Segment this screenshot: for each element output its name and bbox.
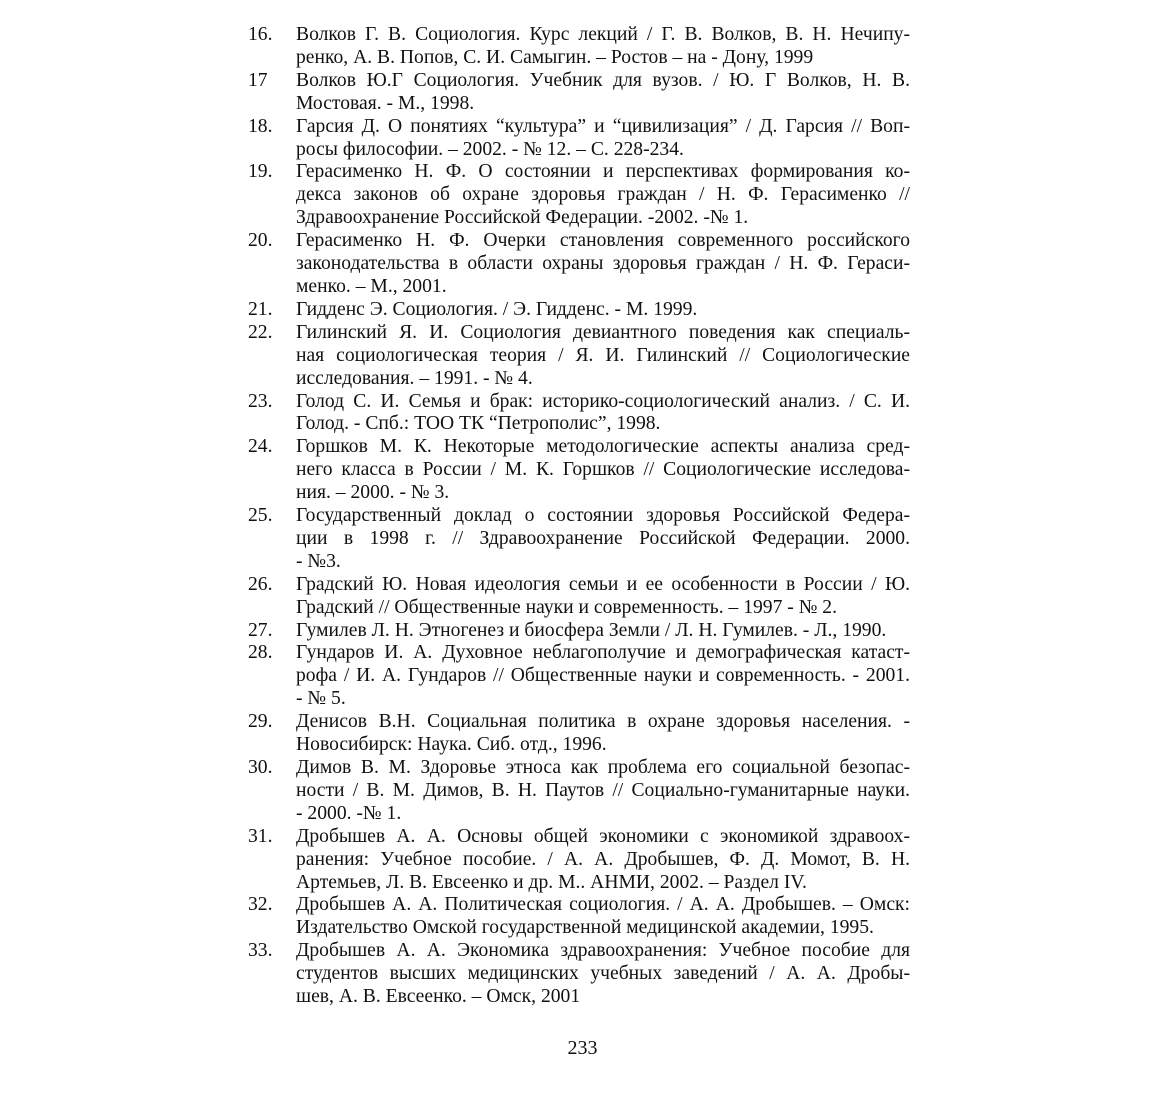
bibliography-entry: [248, 757, 910, 826]
bibliography-entry: [248, 70, 910, 116]
entry-number: 30.: [248, 757, 273, 778]
entry-text: [296, 230, 910, 299]
entry-text: [296, 299, 910, 322]
entry-line: Герасименко Н. Ф. О состоянии и перспективах формирования ко-: [296, 161, 910, 183]
entry-line: Новосибирск: Наука. Сиб. отд., 1996.: [296, 734, 607, 756]
entry-line: Гундаров И. А. Духовное неблагополучие и демографическая катаст-: [296, 642, 910, 664]
entry-line: ранения: Учебное пособие. / А. А. Дробышев, Ф. Д. Момот, В. Н.: [296, 848, 910, 870]
entry-line: Гумилев Л. Н. Этногенез и биосфера Земли / Л. Н. Гумилев. - Л., 1990.: [296, 619, 887, 641]
entry-line: Дробышев А. А. Экономика здравоохранения: Учебное пособие для: [296, 940, 910, 962]
bibliography-entry: [248, 436, 910, 505]
bibliography-entry: [248, 894, 910, 940]
entry-number: 21.: [248, 298, 273, 320]
entry-text: [296, 116, 910, 162]
entry-line: Гарсия Д. О понятиях “культура” и “цивилизация” / Д. Гарсия // Воп-: [296, 115, 910, 137]
entry-line: Градский // Общественные науки и современность. – 1997 - № 2.: [296, 596, 837, 618]
entry-text: [296, 894, 910, 940]
entry-text: [296, 620, 910, 643]
entry-line: - № 5.: [296, 688, 346, 710]
bibliography-entry: [248, 505, 910, 574]
entry-line: студентов высших медицинских учебных заведений / А. А. Дробы-: [296, 963, 910, 985]
entry-text: [296, 436, 910, 505]
entry-line: ная социологическая теория / Я. И. Гилинский // Социологические: [296, 344, 910, 366]
entry-number: 22.: [248, 321, 273, 343]
entry-line: менко. – М., 2001.: [296, 275, 447, 297]
entry-text: [296, 322, 910, 391]
entry-number: 26.: [248, 573, 273, 595]
bibliography-entry: [248, 161, 910, 230]
bibliography-entry: [248, 116, 910, 162]
entry-line: - 2000. -№ 1.: [296, 802, 402, 824]
entry-line: Денисов В.Н. Социальная политика в охране здоровья населения. -: [296, 711, 910, 733]
entry-line: ния. – 2000. - № 3.: [296, 482, 450, 504]
bibliography-entry: [248, 391, 910, 437]
entry-line: - №3.: [296, 550, 341, 572]
bibliography-entry: [248, 940, 910, 1009]
entry-line: исследования. – 1991. - № 4.: [296, 367, 533, 389]
entry-text: [296, 642, 910, 711]
entry-line: декса законов об охране здоровья граждан / Н. Ф. Герасименко //: [296, 184, 910, 206]
entry-line: Гидденс Э. Социология. / Э. Гидденс. - М. 1999.: [296, 298, 698, 320]
entry-line: законодательства в области охраны здоровья граждан / Н. Ф. Гераси-: [296, 253, 910, 275]
bibliography-entry: [248, 299, 910, 322]
entry-number: 25.: [248, 505, 273, 527]
bibliography-list: [248, 24, 910, 1009]
entry-text: [296, 826, 910, 895]
entry-line: Голод. - Спб.: ТОО ТК “Петрополис”, 1998.: [296, 413, 661, 435]
entry-line: Герасименко Н. Ф. Очерки становления современного российского: [296, 230, 910, 252]
bibliography-entry: [248, 574, 910, 620]
entry-line: ции в 1998 г. // Здравоохранение Российской Федерации. 2000.: [296, 527, 910, 549]
entry-text: [296, 505, 910, 574]
entry-line: Голод С. И. Семья и брак: историко-социологический анализ. / С. И.: [296, 390, 910, 412]
entry-line: Мостовая. - М., 1998.: [296, 92, 475, 114]
entry-line: ности / В. М. Димов, В. Н. Паутов // Социально-гуманитарные науки.: [296, 779, 910, 801]
entry-line: росы философии. – 2002. - № 12. – С. 228-234.: [296, 138, 684, 160]
entry-line: Дробышев А. А. Основы общей экономики с экономикой здравоох-: [296, 825, 910, 847]
entry-number: 16.: [248, 24, 273, 45]
entry-line: Государственный доклад о состоянии здоровья Российской Федера-: [296, 505, 910, 527]
entry-text: [296, 940, 910, 1009]
bibliography-entry: [248, 642, 910, 711]
entry-number: 18.: [248, 115, 273, 137]
entry-line: Волков Ю.Г Социология. Учебник для вузов. / Ю. Г Волков, Н. В.: [296, 69, 910, 91]
bibliography-entry: [248, 230, 910, 299]
entry-text: [296, 757, 910, 826]
entry-line: ренко, А. В. Попов, С. И. Самыгин. – Ростов – на - Дону, 1999: [296, 46, 814, 68]
entry-line: Горшков М. К. Некоторые методологические аспекты анализа сред-: [296, 436, 910, 458]
entry-line: Артемьев, Л. В. Евсеенко и др. М.. АНМИ, 2002. – Раздел IV.: [296, 871, 807, 893]
page-number: 233: [567, 1037, 598, 1059]
entry-number: 17: [248, 69, 268, 91]
entry-number: 33.: [248, 940, 273, 962]
entry-number: 28.: [248, 642, 273, 664]
entry-text: [296, 574, 910, 620]
entry-text: [296, 70, 910, 116]
entry-line: Дробышев А. А. Политическая социология. / А. А. Дробышев. – Омск:: [296, 894, 910, 916]
entry-line: Здравоохранение Российской Федерации. -2002. -№ 1.: [296, 207, 749, 229]
entry-line: Гилинский Я. И. Социология девиантного поведения как специаль-: [296, 321, 910, 343]
entry-text: [296, 161, 910, 230]
entry-number: 23.: [248, 390, 273, 412]
entry-line: него класса в России / М. К. Горшков // Социологические исследова-: [296, 459, 910, 481]
entry-number: 29.: [248, 711, 273, 733]
entry-number: 24.: [248, 436, 273, 458]
bibliography-entry: [248, 711, 910, 757]
bibliography-entry: [248, 24, 910, 70]
entry-line: Градский Ю. Новая идеология семьи и ее особенности в России / Ю.: [296, 573, 910, 595]
entry-line: Издательство Омской государственной медицинской академии, 1995.: [296, 917, 874, 939]
entry-number: 20.: [248, 230, 273, 252]
entry-text: [296, 711, 910, 757]
entry-text: [296, 24, 910, 70]
entry-text: [296, 391, 910, 437]
bibliography-entry: [248, 322, 910, 391]
entry-line: Димов В. М. Здоровье этноса как проблема его социальной безопас-: [296, 757, 910, 778]
entry-line: шев, А. В. Евсеенко. – Омск, 2001: [296, 986, 581, 1008]
entry-number: 32.: [248, 894, 273, 916]
entry-number: 19.: [248, 161, 273, 183]
entry-number: 31.: [248, 825, 273, 847]
bibliography-entry: [248, 620, 910, 643]
entry-line: Волков Г. В. Социология. Курс лекций / Г. В. Волков, В. Н. Нечипу-: [296, 24, 910, 45]
entry-line: рофа / И. А. Гундаров // Общественные науки и современность. - 2001.: [296, 665, 910, 687]
entry-number: 27.: [248, 619, 273, 641]
bibliography-entry: [248, 826, 910, 895]
